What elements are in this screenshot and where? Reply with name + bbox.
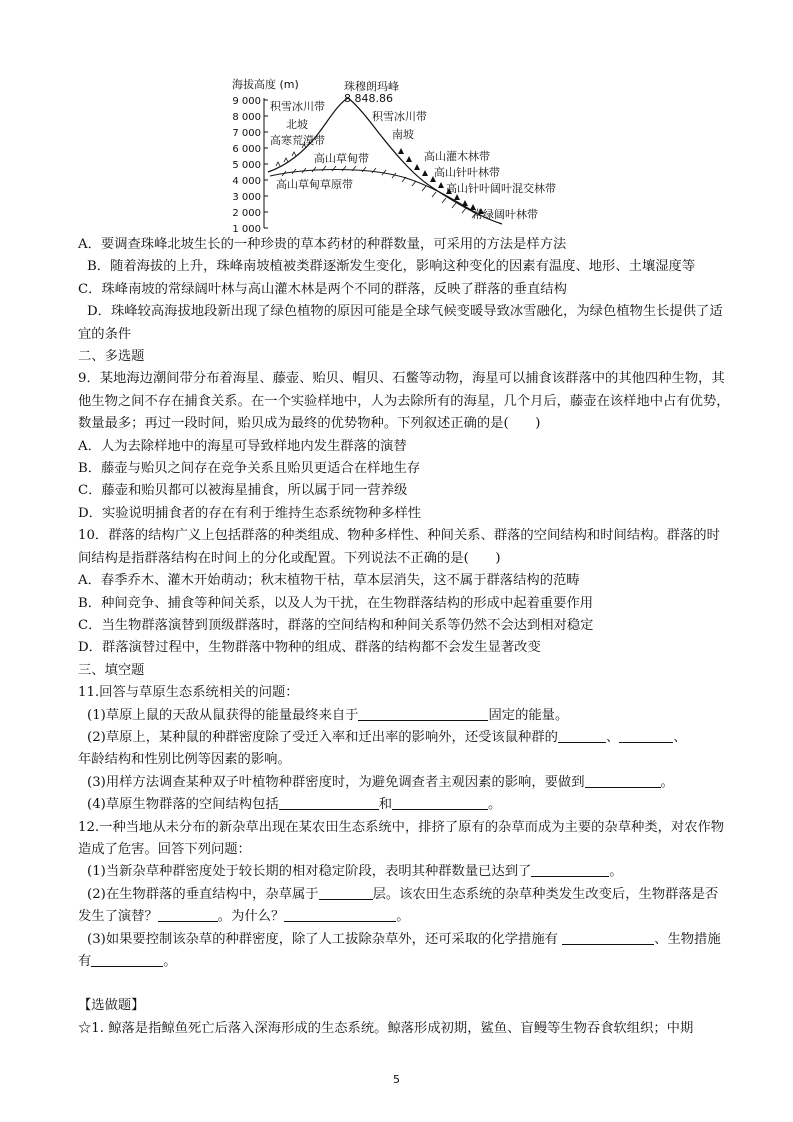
q11-part2-text-d: 年龄结构和性别比例等因素的影响。 bbox=[78, 752, 291, 768]
y-tick-label: 8 000 bbox=[232, 112, 261, 123]
q12-part3-text-a: (3)如果要控制该杂草的种群密度，除了人工拔除杂草外，还可采取的化学措施有 bbox=[87, 931, 563, 947]
y-tick-label: 4 000 bbox=[232, 176, 261, 187]
q12-part2-text-a: (2)在生物群落的垂直结构中，杂草属于 bbox=[87, 886, 319, 902]
spacer bbox=[78, 973, 730, 995]
q11-part3-text-b: 。 bbox=[660, 774, 674, 790]
q9-option-d: D．实验说明捕食者的存在有利于维持生态系统物种多样性 bbox=[78, 505, 422, 521]
y-tick-label: 7 000 bbox=[232, 128, 261, 139]
optional-question-1: ☆1. 鲸落是指鲸鱼死亡后落入深海形成的生态系统。鲸落形成初期，鲨鱼、盲鳗等生物吞食软组织；中期 bbox=[78, 1020, 694, 1036]
q11-part1-text-b: 固定的能量。 bbox=[488, 707, 569, 723]
q11-blank-2[interactable] bbox=[558, 728, 606, 743]
q8-option-c: C．珠峰南坡的常绿阔叶林与高山灌木林是两个不同的群落，反映了群落的垂直结构 bbox=[78, 281, 567, 297]
q12-part3-text-c: 。 bbox=[163, 954, 177, 969]
q12-blank-1[interactable] bbox=[531, 862, 609, 877]
north-label-steppe: 高山草甸草原带 bbox=[276, 178, 353, 191]
q12-blank-3[interactable] bbox=[158, 907, 218, 922]
q12-blank-2[interactable] bbox=[319, 885, 373, 900]
q11-part2-text-b: 、 bbox=[605, 729, 620, 745]
peak-name: 珠穆朗玛峰 bbox=[344, 80, 399, 93]
q11-blank-4[interactable] bbox=[585, 773, 661, 788]
q11-part4-text-c: 。 bbox=[488, 797, 502, 813]
mountain-vegetation-figure bbox=[226, 76, 586, 236]
q11-blank-5[interactable] bbox=[279, 795, 379, 810]
y-tick-label: 2 000 bbox=[232, 208, 261, 219]
south-label-shrub: 高山灌木林带 bbox=[424, 150, 490, 163]
q8-option-b: B．随着海拔的上升，珠峰南坡植被类群逐渐发生变化，影响这种变化的因素有温度、地形、土壤湿度等 bbox=[87, 259, 696, 275]
q12-part2-text-c: 。为什么？ bbox=[217, 909, 285, 925]
optional-section-title: 【选做题】 bbox=[78, 998, 145, 1014]
q12-part1 bbox=[78, 861, 730, 883]
question-content bbox=[78, 234, 730, 1040]
page-number: 5 bbox=[393, 1073, 400, 1086]
y-tick-label: 9 000 bbox=[232, 96, 261, 107]
q11-part4-text-a: (4)草原生物群落的空间结构包括 bbox=[87, 797, 279, 813]
south-label-evergreen: 常绿阔叶林带 bbox=[472, 208, 538, 221]
q10-option-c: C．当生物群落演替到顶级群落时，群落的空间结构和种间关系等仍然不会达到相对稳定 bbox=[78, 617, 594, 633]
north-label-snow: 积雪冰川带 bbox=[270, 100, 325, 113]
q8-option-d: D．珠峰较高海拔地段新出现了绿色植物的原因可能是全球气候变暖导致冰雪融化，为绿色植物生长提供了适宜的条件 bbox=[78, 304, 723, 342]
south-slope-label: 南坡 bbox=[392, 128, 414, 141]
q10-option-a: A．春季乔木、灌木开始萌动；秋末植物干枯，草本层消失，这不属于群落结构的范畴 bbox=[78, 573, 580, 589]
q12-part2-text-b: 层。该农田生态系统的杂草种类发生改变后，生物群落是否发生了演替？ bbox=[78, 886, 719, 925]
section-fill-in: 三、填空题 bbox=[78, 662, 145, 678]
north-slope-label: 北坡 bbox=[286, 118, 308, 131]
q12-blank-4[interactable] bbox=[284, 907, 396, 922]
y-ticks bbox=[232, 96, 268, 235]
q11-part2 bbox=[78, 727, 730, 772]
north-label-desert: 高寒荒漠带 bbox=[270, 134, 325, 147]
q8-option-a: A．要调查珠峰北坡生长的一种珍贵的草本药材的种群数量，可采用的方法是样方法 bbox=[78, 237, 567, 252]
q9-option-b: B．藤壶与贻贝之间存在竞争关系且贻贝更适合在样地生存 bbox=[78, 461, 421, 477]
q12-stem: 12.一种当地从未分布的新杂草出现在某农田生态系统中，排挤了原有的杂草而成为主要的杂草种类，对农作物造成了危害。回答下列问题： bbox=[78, 819, 725, 857]
y-tick-label: 3 000 bbox=[232, 192, 261, 203]
q12-part1-text-b: 。 bbox=[609, 864, 623, 880]
q11-part3-text-a: (3)用样方法调查某种双子叶植物种群密度时，为避免调查者主观因素的影响，要做到 bbox=[87, 774, 585, 790]
y-tick-label: 1 000 bbox=[232, 224, 261, 235]
q9-option-a: A．人为去除样地中的海星可导致样地内发生群落的演替 bbox=[78, 438, 407, 454]
q9-stem: 9．某地海边潮间带分布着海星、藤壶、贻贝、帽贝、石鳖等动物，海星可以捕食该群落中的其他四种生物，其他生物之间不存在捕食关系。在一个实验样地中，人为去除所有的海星，几个月后，藤壶在该样地中占有优势，数量最多；再过一段时间，贻贝成为最终的优势物种。下列叙述正确的是( ) bbox=[78, 371, 730, 432]
q11-part4-text-b: 和 bbox=[378, 797, 392, 813]
south-label-snow: 积雪冰川带 bbox=[372, 110, 427, 123]
south-label-conifer: 高山针叶林带 bbox=[434, 166, 500, 179]
q12-blank-6[interactable] bbox=[91, 952, 163, 967]
q12-part2 bbox=[78, 884, 730, 929]
y-tick-label: 5 000 bbox=[232, 160, 261, 171]
q12-blank-5[interactable] bbox=[562, 930, 654, 945]
q12-part3 bbox=[78, 929, 730, 974]
q11-stem: 11.回答与草原生态系统相关的问题： bbox=[78, 685, 299, 701]
q12-part2-text-d: 。 bbox=[396, 909, 410, 925]
q10-stem: 10．群落的结构广义上包括群落的种类组成、物种多样性、种间关系、群落的空间结构和时间结构。群落的时间结构是指群落结构在时间上的分化或配置。下列说法不正确的是( ) bbox=[78, 528, 720, 566]
q11-blank-1[interactable] bbox=[358, 706, 488, 721]
north-label-meadow: 高山草甸带 bbox=[314, 152, 369, 165]
y-axis-title: 海拔高度 (m) bbox=[232, 78, 299, 91]
q9-option-c: C．藤壶和贻贝都可以被海星捕食，所以属于同一营养级 bbox=[78, 483, 408, 499]
q11-blank-6[interactable] bbox=[392, 795, 488, 810]
peak-height: 8 848.86 bbox=[344, 92, 393, 105]
q11-part2-text-a: (2)草原上，某种鼠的种群密度除了受迁入率和迁出率的影响外，还受该鼠种群的 bbox=[87, 729, 558, 745]
q11-part2-text-c: 、 bbox=[673, 729, 687, 745]
grass-symbols bbox=[276, 144, 306, 166]
q11-part1-text-a: (1)草原上鼠的天敌从鼠获得的能量最终来自于 bbox=[87, 707, 359, 723]
q11-part1 bbox=[78, 705, 730, 727]
q10-option-d: D．群落演替过程中，生物群落中物种的组成、群落的结构都不会发生显著改变 bbox=[78, 640, 541, 656]
section-multiple-choice: 二、多选题 bbox=[78, 349, 145, 365]
south-label-mixed: 高山针叶阔叶混交林带 bbox=[446, 182, 556, 195]
q11-blank-3[interactable] bbox=[619, 728, 673, 743]
q12-part3-text-b: 、生物措施有 bbox=[78, 931, 721, 969]
y-tick-label: 6 000 bbox=[232, 144, 261, 155]
q12-part1-text-a: (1)当新杂草种群密度处于较长期的相对稳定阶段，表明其种群数量已达到了 bbox=[87, 864, 532, 880]
q11-part4 bbox=[78, 794, 730, 816]
q10-option-b: B．种间竞争、捕食等种间关系，以及人为干扰，在生物群落结构的形成中起着重要作用 bbox=[78, 595, 594, 611]
q11-part3 bbox=[78, 772, 730, 794]
